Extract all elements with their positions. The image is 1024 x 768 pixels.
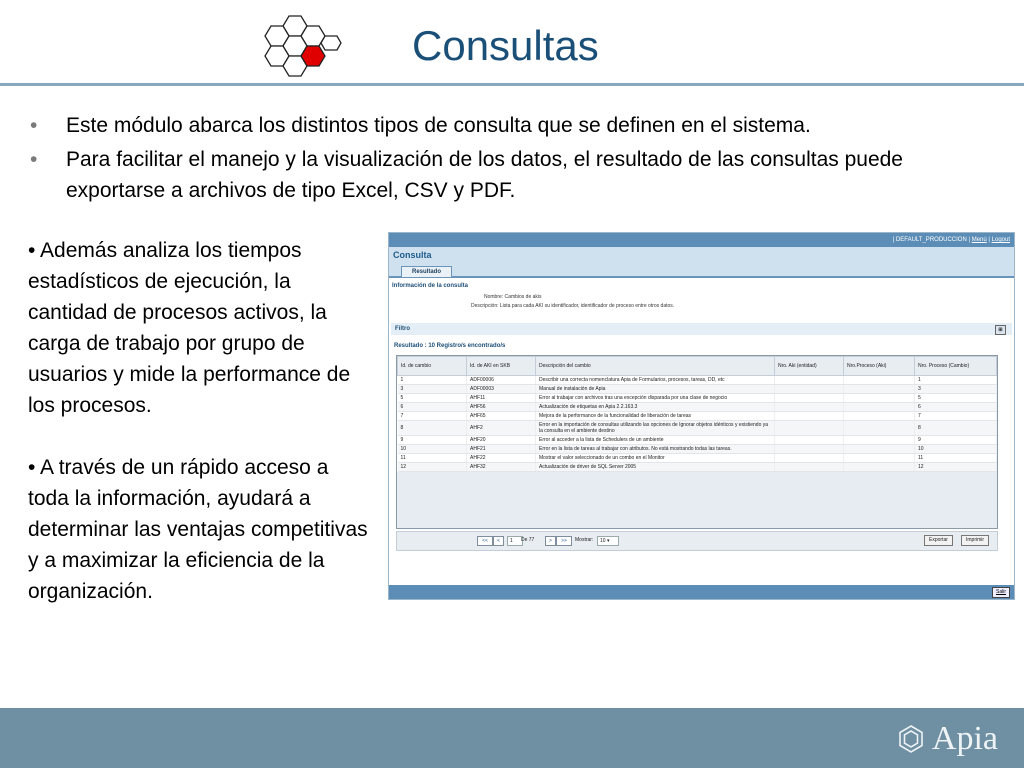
filter-bar[interactable] [391, 323, 1012, 335]
table-cell: 11 [398, 454, 467, 463]
exit-button[interactable]: Salir [992, 587, 1010, 598]
column-header[interactable]: Nro. Aki (entidad) [775, 357, 844, 376]
table-cell: 10 [915, 445, 997, 454]
tab-resultado[interactable]: Resultado [401, 266, 452, 277]
table-cell: 11 [915, 454, 997, 463]
table-cell: Mejora de la performance de la funcionalidad de liberación de tareas [536, 412, 775, 421]
table-cell [775, 454, 844, 463]
table-cell: ADF00006 [467, 376, 536, 385]
table-cell: AHF22 [467, 454, 536, 463]
apia-logo-text: Apia [931, 720, 998, 757]
table-cell [775, 394, 844, 403]
top-bullet-list [28, 110, 1008, 209]
table-cell [844, 376, 915, 385]
table-cell: ADF00003 [467, 385, 536, 394]
column-header[interactable]: Nro.Proceso (Aki) [844, 357, 915, 376]
table-cell [844, 412, 915, 421]
query-description: Descripción: Lista para cada AKI su identificador, identificador de proceso entre otros datos. [471, 303, 675, 309]
table-cell: 1 [915, 376, 997, 385]
table-row[interactable] [398, 436, 997, 445]
table-cell: 5 [398, 394, 467, 403]
table-row[interactable] [398, 394, 997, 403]
link-separator: | [988, 237, 990, 243]
table-row[interactable] [398, 403, 997, 412]
table-cell: 7 [398, 412, 467, 421]
menu-link[interactable]: Menú [971, 237, 987, 243]
table-cell [844, 394, 915, 403]
hexagon-logo [262, 15, 342, 77]
table-cell: Manual de instalación de Apia [536, 385, 775, 394]
table-row[interactable] [398, 412, 997, 421]
table-cell: 9 [915, 436, 997, 445]
table-cell: AHF20 [467, 436, 536, 445]
bullet-marker: • [30, 148, 38, 171]
table-cell [844, 421, 915, 436]
table-row[interactable] [398, 385, 997, 394]
table-cell: 10 [398, 445, 467, 454]
pagination-bar [396, 531, 998, 551]
column-header[interactable]: Nro. Proceso (Cambio) [915, 357, 997, 376]
results-table [397, 356, 997, 472]
table-row[interactable] [398, 454, 997, 463]
bullet-item [28, 110, 1008, 141]
table-header-row [398, 357, 997, 376]
table-cell: 3 [915, 385, 997, 394]
table-cell: AHF65 [467, 412, 536, 421]
first-page-button[interactable]: << [477, 536, 493, 546]
table-cell: 8 [915, 421, 997, 436]
apia-logo-icon [896, 724, 926, 754]
table-cell: 9 [398, 436, 467, 445]
query-name: Nombre: Cambios de akis [484, 294, 542, 300]
bullet-marker: • [30, 114, 38, 137]
slide-title: Consultas [412, 22, 599, 69]
table-cell [844, 403, 915, 412]
last-page-button[interactable]: >> [556, 536, 572, 546]
grid-icon[interactable]: ⊞ [995, 325, 1006, 335]
left-text-column [28, 235, 373, 638]
column-header[interactable]: Id. de cambio [398, 357, 467, 376]
table-cell [775, 385, 844, 394]
print-button[interactable]: Imprimir [961, 535, 989, 546]
table-cell: 6 [915, 403, 997, 412]
table-cell [775, 403, 844, 412]
page-size-select[interactable]: 10 ▾ [597, 536, 619, 546]
table-cell: 12 [915, 463, 997, 472]
bullet-text: Este módulo abarca los distintos tipos de consulta que se definen en el sistema. [66, 114, 811, 137]
table-cell [775, 463, 844, 472]
table-cell [844, 385, 915, 394]
next-page-button[interactable]: > [545, 536, 556, 546]
table-cell: Mostrar el valor seleccionado de un combo en el Monitor [536, 454, 775, 463]
table-cell: Actualización de driver de SQL Server 2005 [536, 463, 775, 472]
table-cell: Describir una correcta nomenclatura Apia de Formularios, procesos, tareas, DD, etc [536, 376, 775, 385]
left-paragraph: • Además analiza los tiempos estadísticos de ejecución, la cantidad de procesos activos, la carga de trabajo por grupo de usuarios y mide la performance de los procesos. [28, 239, 351, 417]
table-cell: Error en la importación de consultas utilizando las opciones de Ignorar objetos idénticos y existiendo ya la consulta en el ambiente destino [536, 421, 775, 436]
page-count-label: De 77 [521, 537, 535, 543]
table-cell: AHF56 [467, 403, 536, 412]
left-paragraph: • A través de un rápido acceso a toda la información, ayudará a determinar las ventajas competitivas y a maximizar la eficiencia de la organización. [28, 456, 368, 603]
table-cell [775, 412, 844, 421]
page-number-input[interactable]: 1 [507, 536, 523, 546]
footer-band [0, 708, 1024, 768]
table-cell: 6 [398, 403, 467, 412]
environment-label: | DEFAULT_PRODUCCION | [892, 237, 971, 243]
table-cell: Error en la lista de tareas al trabajar con atributos. No está mostrando todas las tareas. [536, 445, 775, 454]
export-button[interactable]: Exportar [924, 535, 953, 546]
table-cell: 1 [398, 376, 467, 385]
bullet-text: Para facilitar el manejo y la visualización de los datos, el resultado de las consultas puede exportarse a archivos de tipo Excel, CSV y PDF. [66, 148, 903, 202]
app-bottom-bar [389, 585, 1014, 599]
table-cell: AHF2 [467, 421, 536, 436]
table-cell [844, 436, 915, 445]
footer-logo [896, 719, 998, 759]
result-count-title: Resultado : 10 Registro/s encontrado/s [394, 343, 506, 349]
table-cell: Actualización de etiquetas en Apia 2.2.163.3 [536, 403, 775, 412]
table-cell [844, 463, 915, 472]
app-screenshot [388, 232, 1015, 600]
table-cell: Error al trabajar con archivos tras una excepción disparada por una clase de negocio [536, 394, 775, 403]
table-cell: 5 [915, 394, 997, 403]
tab-bar [389, 264, 1014, 278]
table-cell: 3 [398, 385, 467, 394]
table-row[interactable] [398, 376, 997, 385]
prev-page-button[interactable]: < [493, 536, 504, 546]
hex-cell [321, 36, 341, 50]
column-header[interactable]: Id. de AKI en SKB [467, 357, 536, 376]
table-cell [775, 445, 844, 454]
table-cell: AHF11 [467, 394, 536, 403]
table-cell: 12 [398, 463, 467, 472]
page-size-label: Mostrar: [575, 537, 594, 543]
table-cell [844, 445, 915, 454]
title-divider [0, 83, 1024, 86]
app-top-bar [389, 233, 1014, 247]
table-row[interactable] [398, 445, 997, 454]
info-section-title: Información de la consulta [392, 283, 469, 289]
table-cell [775, 376, 844, 385]
table-cell [775, 436, 844, 445]
table-cell: Error al acceder a la lista de Schedulers de un ambiente [536, 436, 775, 445]
table-cell [844, 454, 915, 463]
bullet-item [28, 144, 1008, 206]
column-header[interactable]: Descripción del cambio [536, 357, 775, 376]
table-row[interactable] [398, 421, 997, 436]
table-cell: AHF21 [467, 445, 536, 454]
table-cell [775, 421, 844, 436]
app-header-title: Consulta [389, 247, 1014, 264]
filter-label: Filtro [395, 326, 410, 332]
hex-cell-red [301, 46, 325, 66]
table-cell: 7 [915, 412, 997, 421]
logout-link[interactable]: Logout [991, 237, 1010, 243]
table-cell: AHF32 [467, 463, 536, 472]
table-row[interactable] [398, 463, 997, 472]
table-cell: 8 [398, 421, 467, 436]
results-grid [396, 355, 998, 529]
